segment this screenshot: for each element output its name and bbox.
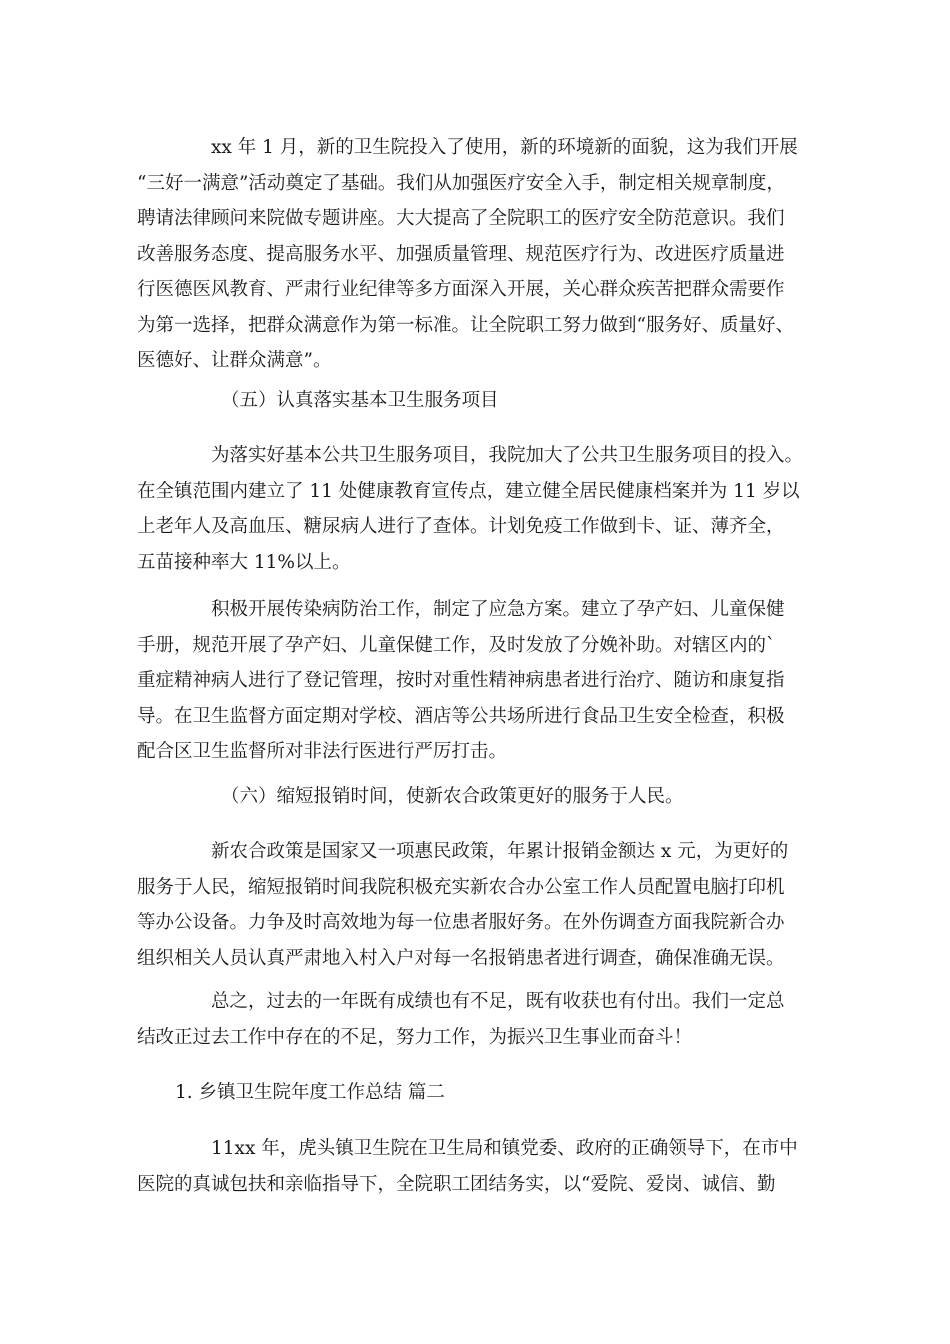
- paragraph-summary: [137, 984, 817, 1055]
- paragraph-rural-cooperative-medical: [137, 834, 817, 976]
- paragraph-line: 聘请法律顾问来院做专题讲座。大大提高了全院职工的医疗安全防范意识。我们: [137, 208, 785, 229]
- paragraph-line: xx 年 1 月，新的卫生院投入了使用，新的环境新的面貌，这为我们开展: [211, 137, 798, 158]
- section-heading-six: [137, 779, 817, 815]
- paragraph-line: 服务于人民，缩短报销时间我院积极充实新农合办公室工作人员配置电脑打印机: [137, 876, 785, 898]
- paragraph-line: 上老年人及高血压、糖尿病人进行了查体。计划免疫工作做到卡、证、薄齐全，: [137, 516, 785, 537]
- paragraph-disease-prevention: [137, 592, 817, 770]
- paragraph-line: 医院的真诚包扶和亲临指导下，全院职工团结务实，以“爱院、爱岗、诚信、勤: [137, 1173, 776, 1195]
- paragraph-line: 在全镇范围内建立了 11 处健康教育宣传点，建立健全居民健康档案并为 11 岁以: [137, 480, 800, 502]
- section-heading-part-two: [137, 1075, 817, 1111]
- paragraph-line: 11xx 年，虎头镇卫生院在卫生局和镇党委、政府的正确领导下，在市中: [211, 1138, 798, 1159]
- paragraph-three-good-activity: [137, 130, 817, 379]
- paragraph-line: 等办公设备。力争及时高效地为每一位患者服好务。在外伤调查方面我院新合办: [137, 912, 785, 933]
- paragraph-public-health-services: [137, 438, 817, 580]
- paragraph-line: 积极开展传染病防治工作，制定了应急方案。建立了孕产妇、儿童保健: [211, 599, 785, 620]
- paragraph-line: 重症精神病人进行了登记管理，按时对重性精神病患者进行治疗、随访和康复指: [137, 670, 785, 691]
- heading-line: 1. 乡镇卫生院年度工作总结 篇二: [175, 1082, 445, 1103]
- paragraph-line: 结改正过去工作中存在的不足，努力工作，为振兴卫生事业而奋斗！: [137, 1026, 693, 1048]
- heading-line: （五）认真落实基本卫生服务项目: [221, 390, 499, 411]
- paragraph-line: 为第一选择，把群众满意作为第一标准。让全院职工努力做到“服务好、质量好、: [137, 314, 794, 336]
- paragraph-line: 手册，规范开展了孕产妇、儿童保健工作，及时发放了分娩补助。对辖区内的`: [137, 634, 776, 656]
- paragraph-line: 导。在卫生监督方面定期对学校、酒店等公共场所进行食品卫生安全检查，积极: [137, 705, 785, 727]
- paragraph-line: 医德好、让群众满意”。: [137, 350, 332, 371]
- paragraph-line: 组织相关人员认真严肃地入村入户对每一名报销患者进行调查，确保准确无误。: [137, 947, 785, 969]
- heading-line: （六）缩短报销时间，使新农合政策更好的服务于人民。: [221, 786, 684, 807]
- paragraph-hutou-town-hospital: [137, 1131, 817, 1202]
- section-heading-five: [137, 383, 817, 419]
- paragraph-line: 五苗接种率大 11%以上。: [137, 551, 351, 573]
- paragraph-line: 新农合政策是国家又一项惠民政策，年累计报销金额达 x 元，为更好的: [211, 841, 789, 862]
- paragraph-line: “三好一满意”活动奠定了基础。我们从加强医疗安全入手，制定相关规章制度，: [137, 172, 785, 194]
- paragraph-line: 行医德医风教育、严肃行业纪律等多方面深入开展，关心群众疾苦把群众需要作: [137, 279, 785, 300]
- paragraph-line: 改善服务态度、提高服务水平、加强质量管理、规范医疗行为、改进医疗质量进: [137, 243, 785, 265]
- paragraph-line: 配合区卫生监督所对非法行医进行严厉打击。: [137, 741, 508, 762]
- paragraph-line: 总之，过去的一年既有成绩也有不足，既有收获也有付出。我们一定总: [211, 991, 785, 1012]
- paragraph-line: 为落实好基本公共卫生服务项目，我院加大了公共卫生服务项目的投入。: [211, 445, 804, 466]
